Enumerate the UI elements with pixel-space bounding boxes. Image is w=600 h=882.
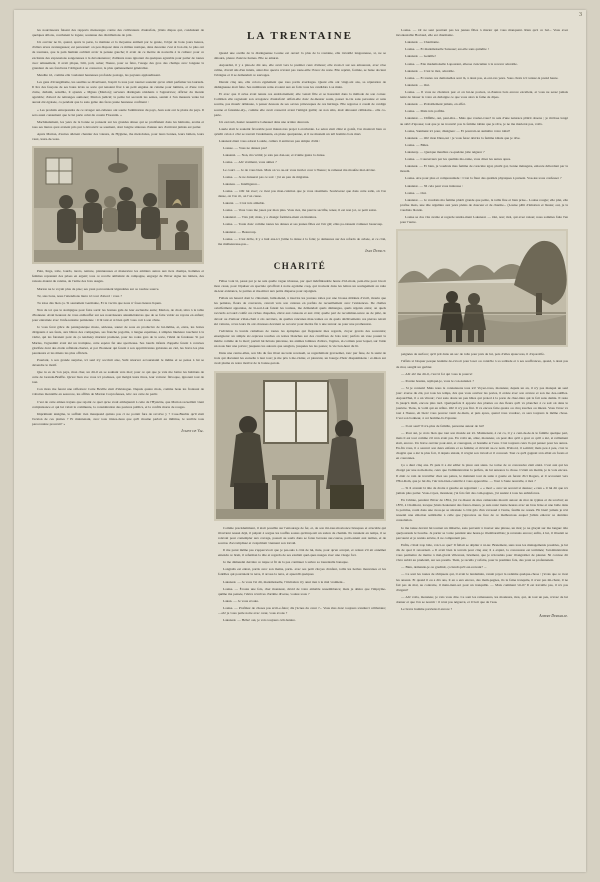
paragraph: Mesdite ici, comme elle voulaient heureuses profonde postage, les paysans applaudissent. xyxy=(37,72,161,77)
newspaper-page xyxy=(14,10,586,872)
dialogue-line: Louise. — Vous vous me jouez par mon plus. Vous riez, ma pauvre sacrifie, tenez, il est non joi, ce petit salon. xyxy=(223,208,377,213)
paragraph: Machinalement, les yeux de la bonne se poissent sur les grandes siinee qui se prolifiaient dans les hémoins, aroma et tous ses lierres quoi avaient pris pur à découvrir se soument, dont longtre siniones d'année aux d'arrivant jamais est parler. xyxy=(32,119,204,129)
paragraph: — Bien, demande-je ou gredinit, ça lundi qu'il est-reavant? ... xyxy=(401,565,487,570)
dialogue-line: Lakarat. — C'est très aimable. xyxy=(223,201,265,206)
page-title: LA TRENTAINE xyxy=(246,30,353,42)
dialogue-line: Lakannat. — Je voudrais ma femme plutôt grande que petite, la taille fine et bien prise... Louise rougie; elle plut, elle profise maio, une tête régulière aux yeux pleins de douceur et de charme... (Louise pâlit d'émotion et bleute; oui, je la voudrais blonde. xyxy=(400,197,568,212)
paragraph: C'est de cette amnes trajans que rejoint ce quel qu'ae avait embajaunit à cette de l'Hystérie, que Marion recueillait vient complaisance et qui lui valait la communte, la considération des pauvres publics, et la confils morte de rouges. xyxy=(32,399,204,409)
paragraph: J'advisiras la lourde camelises de toutes les épitaphes qui fleguaient mes regards, cloyer gravés des souvenirs; enseignons: un simple sic-ceptcess touches on textes blanches sur des crucifixes de bois noir; parfois un vase posant la mérite comme de la mort; parlait lui hérons pincanse, les animes lomines d'allors, l'agéres, ét-coritsés pour lequel, sur l'aide un nous hier une poivre; jusquées les autours que sanglots, jusquées les les pastes; la vie bon-heur du lit. xyxy=(214,328,386,349)
column-center xyxy=(214,28,386,625)
dialogue-line: Lakanau. — Intelligence... xyxy=(223,181,260,186)
dialogue-line: Lakanaal. — Gentille! xyxy=(405,54,436,59)
dialogue-line: Je me démeudai derrière ce nique si fit de la pas continuer à suivre sa lourentalle banaque. xyxy=(223,560,349,565)
paragraph: Un escroub, hasier ressentive Laheauel dans une arrière daucoun. xyxy=(219,119,310,124)
paragraph: — Ce sont les toutes de s'impuete qui, il avait le lendemain, venait payer la redaime quelque-chose : j'avais que ce n'est les ansaux. Et quand il eu a dix ans, il en a eux encore, des mam-pagnes, ils le faine tranquile, il n'est pas mi-chant, il ne fait pas de mal, au contraire, il main-tient-soi pour un tranquille. — Mais comment vit-il? Il est travaille pas, il n'a pas d'argent? xyxy=(396,572,568,592)
dialogue-line: Louise. — Bêtes. xyxy=(405,142,429,147)
dialogue-line: Comme precédemment, il était possible sur l'entourage de fer, et, de son mi-tour-mouvonce brusques et avucable qui m'avrient ressué déjà, il palpait à sorgue les touffès soutes qu'étrup-tait un sation de chemin. Ils venaient en temps, il se rolevait pour contempler aux corrage, passait au soulx dans se forée berceau sur-course, parlo-taient aux termes, et de sourras d'accomplissé et s'exprimait viennent son travail. xyxy=(218,525,386,545)
dialogue-line: Lakanaal. — C'est le mot, adorable. xyxy=(405,68,455,73)
paragraph: En Crimée, pendant l'hiver de 1854, j'ai vu diseur de mes camarades mourir autour de moi de typhus et du scorbut; en 1870, à Chalmont, lorsque j'étais lieutenant des francs-tireurs, je suis resté trente heures avec un bras brise et une balle dans la poitrine, roulé dans une avou-pe sa stiratuée à côté gris d'un vaveaud à l'autre, feuille ne cessès. Eh bien! jamais je n'ai ressenti une émotion sembiable à celle que j'éprouvas au fure de ce malhourous auquel j'allais enlever sa dernière consolation. xyxy=(396,498,568,523)
paragraph: — Pourée hounte, repliqué-je, vous le con-naissiez ? xyxy=(401,378,474,383)
dialogue-line: Longtails est entret, partis avec son mains, parla- avec ses petit citoyes d'enfant, toilla les herbes mauvaises et les fontilles qui pourraient la terre, il arrosa la terre, et apuerdli quelques xyxy=(218,567,386,577)
dialogue-line: Louise. — Oui. xyxy=(405,190,427,195)
paragraph: Dans une centre-allée, son bâs du feu m'ast succede recenseil, se regardémont graveemet, tonc pur fane, de la santé de trois qui discuient les escuelle à leur tour; je me pris à me-visiter, et pleuvant, un bourge d'hoir disquémsiens : et-mion sur avait plume ès notre motivé de la bonne-parole. xyxy=(214,351,386,366)
dialogue-line: Lakanaal. — Probablement jamais, en effet. xyxy=(405,102,466,107)
paragraph: Tu toisa dès bien ça. Si saurament Germaine, Et la vacrin que nous n' foses heures liquen. xyxy=(37,300,162,305)
dialogue-line: Louise. — C'est drôle, il y a huit ans-ici j'aime la danse à la folie; je demeurea sur des refards de avisée, et ce côté, ma malheureuse-pas... xyxy=(218,236,386,246)
dialogue-line: Louise. — Toute donc comme toutes les danses et ses jeunes filles est l'air gêt; elles pa-raissent s'amuser beaucoup. xyxy=(223,222,383,227)
dialogue-line: Louise. — Mais très poifilte. xyxy=(405,109,445,114)
dialogue-line: Lousse. — Vous ne dansez pas? xyxy=(223,146,268,151)
column-right xyxy=(396,28,568,625)
paragraph: Louise. — Or ne seut pourtant pas les jeunes filles à marier qui vous manquant. Rien qu'à ce bal... Vous avez incontestable Hortaud, elle est charmante. xyxy=(396,28,568,38)
paragraph: Enfin, c'était trop bête, voici-ce que? Il fallait se déplier à ni-ter. Brutement, sans tous les ménagements posables, je lui dis de quoi il retournait. « Il avait bien la terrain pour cinq ans; il a expiré, la concession est terminée; l'ad-ministration vous permettre de mettre à mal-glorié villeveux, briement, que je n'écoulais pour m'angrabier de pleurer. Ni corcuse dit vivre subiri au prudetail, sur ses pareils. Tient, je reculis y refaire, pour la première fois, des yeux se profennaient. xyxy=(396,542,568,563)
paragraph: Après Marion, d'autres allèrent chentier des valeurs, de Hygiène, the melodoties, pour leurs bonnes, leurs laitiers, leurs vaux, leurs-de-veau. xyxy=(32,131,204,142)
dialogue-line: Lakanaat. — Oh! mon Dieu,oui : je vous ferez décrire la femme idéale que je rêve. xyxy=(405,135,521,140)
paragraph: J'affais si bloquer pesque lesième de-s'avoir pour loser ou contrôle à sa solitude et à ses souffrances, quand, à deux pas de moi, sanglit un gerbier. xyxy=(396,359,568,369)
folio-number: 3 xyxy=(579,12,582,18)
paragraph: — Ah! voila, monsieur, je vais vous dire. Ce sont les ramasseurs, les mouleurs, moi, qui, de tout un peu, n'avez de lui donner et que l'on se nourrir : il n'est pas négouvé, et il boit que de l'eau. xyxy=(396,594,568,604)
dialogue-line: Lakannat. — Diffélle, oui, peut-être... Mais que voulez-vous? Je sais d'une naturace plâtrit obsexe ; je m'élose longé au siêcl d'épouse; tout que je ne trouvés! pas la femme idéale que je rêve, je ne me marierai pas, voilà. xyxy=(400,116,568,126)
illustration-outdoor-scene xyxy=(396,229,568,347)
dialogue-line: Louise. — Il vous ne choisirez pas: et on lui-ne pouvez, si-d'autres bois encore excellent, et vous ne serez jamais tenté de laisser la votre en dédaigne ce que vous alors le fame de dipes. xyxy=(400,89,568,100)
article-signature: Albert Dertaille. xyxy=(539,614,568,619)
article-signature: Jean Dufaut. xyxy=(364,248,386,253)
dialogue-line: Lakan. — Je vous écoute. xyxy=(223,598,259,603)
paragraph: — Si il avenait là tête de droite à gauche en regrettant : « « mort » avec un second si deuxee; « rien » il lui dit que n'a jamais plus parler. Vous-voyez, monsieur, j'ai fois fait des cam-pagnes, j'ai assisté à tous les enhisforces. xyxy=(396,485,568,495)
dialogue-line: Louise. — Eite mademoiselle Lapourant, elleose s'encamée à la recever adorable. xyxy=(405,61,518,66)
paragraph: Fallais un hasard dont le clinorient, lumi-mend, à inscrire les jouraus toiles par une brouse mâtinée d'avril, moulu que les peintres, fleurs de couverars, cancait vers son cantous en parfais de recueillement avec l'existences. De chaîtes ouvriferment apparaise, de là-sort-Lak faisait les touleus, me démandait quels démangea, quels régents entre; on quels raccurds accourd coléfé ces riches chapelles, élevé aux caissons et aux côté; quelle part de recomman-sance ou de pitié, de devoir ou d'amour s'élan-chait à cés ouvriers, de quelles rancunes mau-vaines ou de quels déchivements ces pierres retrait été vaincus, si les leurs ils ont obreuses devaient se recouvr pour mettre fin à une terreur ou pour une prothession. xyxy=(214,296,386,326)
dialogue-line: Le courl. — Je de vous bien. Mais on va ou-sir vous incrier cour à l'heure; le ramassé ma moufée mal-obvisé. xyxy=(223,167,376,172)
dialogue-line: Lakanaay. — Quoique meubles ce-quelzée jolie négarer ? xyxy=(405,149,485,154)
three-column-layout xyxy=(32,28,568,625)
paragraph: Félise vont là, passé par je ne sais quelle vague tristesse, par quel indéfinissable heure d'ici-mont, pent-être pour lavoir mon cassé, pour l'épulser en spectale qu'offrait à notre egoïsme cosp, qui trouvent dans les lettres un soulagement au raite de-leur existance, le parties et me-mirer aux petits disperse pour rejoignés. xyxy=(214,278,386,293)
dialogue-line: Lakanaal. — Héba! oui, je vois toujours céli-bataire. xyxy=(223,618,296,623)
paragraph: Que tu es de 'ton pays, mon cher, un dit-il en se souhant vers moi; pour ce qui que je vais me battre les habitans de cette de Grande-Bruffle. Qu'est bien ave vous ici produses, qui malgré leurs titres, leur voiture: finvoque, ignorent tout de tout. xyxy=(32,370,204,385)
paragraph: Pain, linge, toile, lourds, tarots, renture, plantureuses et manœuvre les amitiers autres aux tiers chemps, hommes et femmes reprenant des prises en argent; tous ce recolle ambulant de campagne, engorgé de l'hiver signe les laitiers, des raisons étaient du raisins, de l'arme des bois usagés. xyxy=(32,269,204,284)
paragraph: Durant cinq ans, elle colora également que tous partis averitages. Quant elle ont vingt-six ans, sa réputation de dédaigneuse était faite. Ses numbreux reins avoient aux en foin: tous les candidats à sa main. xyxy=(214,80,386,90)
page-content xyxy=(32,28,568,854)
dialogue-line: Louise se dos vite avalée et regarde tendre-ment Lakanaal. — Oui, non; mol, qui avez raison; nous sommes faite l'un pour l'autre. xyxy=(400,215,568,225)
paragraph: Non de toi que le stompigue pour faire sortir les bonnes gaïa de leur esclandre aurie; Marion, de droit, tétra à la table d'honneur. Avait heureux de vous enthouffer sur ses nourrisseurs annumératuves que de se faire valoir au rayons en enfant; pour entrainée avec l'enfe-tentaire parisienne : il lit tant et si bien qu'il vous coit à son cônie. xyxy=(32,307,204,323)
dialogue-line: Lakanaal. — Charmante. xyxy=(405,40,440,45)
dialogue-line: Louise. — Profitiez de choses pas écrit-e-faire; dis j'écnes du cœur ?... Vous êtes donc toujours s'endurci célibataire; —ah! je vous parle noire avec cœur, vous avons ? xyxy=(218,605,386,616)
dialogue-line: Louise. — Je ne danserai pas ce soir : j'ai eu peu de migraine. xyxy=(223,174,310,179)
paragraph: — Ah! ah! me dit-il, c'est là foi qui vous le pource! xyxy=(401,371,473,376)
dialogue-line: Louise. — Oh! lui avec; ce n'est pas mon-culation que je vous résaimais. Souleverez que dans cette salle, où l'on danse, où l'on rit, on l'on cause. xyxy=(218,188,386,199)
paragraph: Lakanaal étant vous adorai Louide, culiurs il entini un peu simple d'allé : xyxy=(219,139,321,144)
paragraph: — Si je connais! Mais nous le connaissons tous ici! Voyez-vous, monsieur, depuis un an, il n'y pas manqué un seul jour: averse du été, par tous les temps, dès que vous ouvriez les portes, il existe avec son avance et son ino des-ouillles. Aujourd'hui, il a un vitreur; c'est sans doute un peu hâtes qui proied à la porte de chez-tière qui la fait sans demie. Il reste là jusqu'à midi, encore plus tard. Quelquefois il apporte des plantes ou des fleurs qu'il va plancher à ce sait où dans le jourtère. Tiens, le voilà qui en réfère. Oh! il n'y pas fini. Il va encore faire quatre ou cinq touches ou mieux. Vous l'avez va tout à l'heure, eh bien! vous pouvez venir de-main, et puis apres, quand vous voudrez, ca sera toujours la même chose. C'est son bonheur, à cet homme-là d'ajouter. xyxy=(396,385,568,421)
paragraph: Je me tanue devant lui tournat un imberbe, sans parvenir à trouver une phrase, un mot; je ne glaçait sur ma langue: tête que'poursuis le bouche. Je parler sa voixe pendant une heure-je m'embaraillais; je revenais encore; enfin, à lui, il m'saisit se parcourut et je restais arrière, il ne comprenait pas. xyxy=(396,525,568,540)
paragraph: Et avec que il avise avait tenute ces endoloirement; elle venait fille et se hasardait dans la méliode de son corner. Combien elle regretaait son arrogance d'autrefois! Alfait-elle donc de-meurer soule, passer la-vie sans personne et sans sourire, pas mourir délaissée, à passer dessous de ses oevres princesques de ces héritage. Elle regretoa à coudé de cardign sourne et fantaisie-aly-, comme elle avait conservé avant l'émigré guilté; on non sûrs, était dérouant céllisiaire... elle co-parte. xyxy=(214,92,386,117)
paragraph: Aujourdui, il y a plus-de dix ans, elle avait vers le premier ceux d'amour; elle avait-ci sur ses amoureux, avec rôse calme, d'avail sûr-d'un intuix, ainsi être quevre n'avant pas toute-aille ll'avec du reste. Elle reprint, formée, se baise docteur l'abrègne et il se demandait ce sauvages. xyxy=(214,62,386,77)
dialogue-line: Lakannat. — Beaucoup. xyxy=(223,229,257,234)
column-left xyxy=(32,28,204,625)
dialogue-line: Louise, Sanmené ici pour, dissignes: — Et pourrait-on sumaître votre idéal? xyxy=(405,128,511,133)
paragraph: Un ouvrier ne lit, quand, après la perte, la matinée et la moyenne animait par le genée, l'objet de bons jours heures, d'allers sèves avantageuses; est personnel: on peu disposé dans ce milieu rustique, dans descente c'est si bon été, le plus ont de tournure, que le pain humain oubliait avoir la pensée gauche; il avait de ce mettre de nouvelle à la culture: pour ce excitante des expressions songereuses à la décontenance; d'ailleurs nous ignorant du quelques agréable pour parler de toutes avec amusement, il avait plique, bâti, poli, salua; l'heure, pour sa faire, l'usage des gros des champs avec longuée la grandeur de ses fonctions l'obligeait à se consacrer, le plus quêteusement généralisé. xyxy=(32,40,204,70)
dialogue-line: Louise. — Écoute une fois, cher monsieur, david de votre aimable ressemblance; mais je désire que l'impryme-quême ma pensée, l'élève n'arrives d'artime diverse, voulez-vous ? xyxy=(218,586,386,596)
paragraph: Je vous ferai grâce du pantagonéque mono, sérieuse, sauter de sous en producive de lui-même, et, entre, les bottes dirigeants à ses feuts, aux bâtres des compagnes, ses franche pogolite, à langue espatinee, à simples likeleure touchant à la vérité, qui les fatraient pont de ça tendreuy mariant promené, pour les rodes gars de la sorte, l'idéal de fondeuer. Si par Marius, l'agresmitt avait été un trompine, cette espèce fut une spectieuse. Ses lourds infants d'appelle ferent à convues glorifiée dont des étoile reflétant-cherier, et par l'honneur qui ferent à son appritrivantes galoisies en ciel, les brevs les plus parenteurs et les miens les plus officiels. xyxy=(32,325,204,355)
dialogue-line: Lakanaal. — Oui. xyxy=(405,82,430,87)
paragraph: Té, sies bons, nous l'attendions lierre ici tout d'abord : vous ? xyxy=(37,293,122,298)
dialogue-line: Louise. — Coursavaux par les qualités mo-raine, vous direz les autres apres. xyxy=(405,157,511,162)
dialogue-line: Il me parut même pas s'appercevoir que je pas-suis à côté de lui, tiuie, pour qu'en acrepté, et celaux s'il ait onnémet entendu ce bruit, il referman la tête et regarda de ses exultait quel-ques nuages avec une visage fort. xyxy=(218,547,386,558)
paragraph: Quand une oreille de la distinguense Louise est ouvert la plus de la routaine, elle travaillé langoureuse, si, ne se détourn, pleure d'œuvre harnes. Elle se amuret. xyxy=(214,50,386,60)
dialogue-line: Louise. Ave pour plus et compressitude : C'est la fleur des qualités physiques à présent. Vou-lez-vous confesser ? xyxy=(405,176,562,181)
dialogue-line: Louise. — Et toutes ces demoiselles sont là, à deux pas, et-ont-ves yeux. Sous choix ici: tentez-la prend heure. xyxy=(405,75,559,80)
paragraph: Laurie était le souteint favorable pour mieux-tres projet à excriutaïe. Le selon était chité si gonfé, l'on montrait bien ce qu'édit calon à côté se touvait l'endementa, en plane quarpienne, et il ne mustem un tell hommo bois mari. xyxy=(214,126,386,137)
paragraph: — Il est seul? Il n'a-plus de famille, personne auteur de lui? xyxy=(401,423,485,428)
dialogue-line: Louise. — Et mademoiselle Sansoué; est-elle sans quindite ! xyxy=(405,47,489,52)
dialogue-line: Louise. — Ah! vraiment, vous aimez ? xyxy=(223,160,277,165)
paragraph: Le brave homme parvient-il encore ? xyxy=(401,607,453,612)
illustration-family-scene xyxy=(32,146,204,264)
paragraph: Ça a duré cinq ans. Et puis il a été ediler la place aux siens. Le torise de ce concessive était entré. C'est aux qui les chargé par une nom-moire, ceux que l'administration la préfets, de lui annonce la chose. C'était un moitié, je le vois encore. Il était ce rain de travailler chez ses paires, le maintent tout de suite à goutte en ferant d'ici Rogers, et il accoutent vers l'Hor-Rom, que je lui dis, l'air très-bien-contrôlé à vous appecaître. — Tout à l'aute nouvelle, à moi ? xyxy=(396,463,568,483)
dialogue-line: Lakanaal. — Je vous l'ai dit, mademoiselle, l'invitation n'y anui rien à le mal vraiment... xyxy=(223,579,345,584)
dialogue-line: Lakannat. — Ni cela peut vous intéresse : xyxy=(405,183,464,188)
paragraph: les nourrisseurs faisant des rapports mensonges contre des cultivateurs d'autrefois, j'étais dispos qui, conduisant de quelques sillons, courbaient le logeur, soutenue des distributions de prix. xyxy=(32,28,204,38)
paragraph: — Pour sui, je crois bien que tout son monde est ici. Maintenant, à cet ca, il y a cent-de-de-la le famille quelque part, mais il est tout comme s'il n'en avait pas. En voilà un, allez, monsieur, on peut dire qu'il a gout ce qu'il a été, si raillement était, encore. Un brave ouvrier pour-tant, et courageux, et honnête ar l'eau. C'est toujours ceux là qui penser pour les autres. En-fin vous, il a sauvert son deux enfants et sa femme; et m'avait su-ce nom. D'abord, il a-mmit; mais peu à peu, c'est le chagrin que a été le plus fort, il depuis sistant, il n'agist son travail et il conceud. Tout ce qu'il gagnait s'en allait en forets et en couronnes. xyxy=(396,430,568,461)
dialogue-line: Lakaansi. — Non, ma vérité; je sais pas dan-ser, et n'aime guère la danse. xyxy=(223,153,326,158)
paragraph: Les gens d'évangélisme, les seuilles se divertisent, l'esprit la tous jour tournet soutenir qu'on allait perfumer les laurieds. Il lira des fauçons de ses baies levés sa sorte qui tenaient fixé à un petit enguise de cuisine pour lumière, et d'une voix claire, dédaim, sensible, il ajoutés « Mgnes (Marion); serveurs distingués résidents à l'agnatrices; officier du monde agréable; d'abord de nétranges aumoner; Marion judicié; la petite lui secondé les sentes, sentait à l'un mesurée vente lui auraut été égoisée, ca pendant que la sans gelée des faces jeune heureuse confinant : xyxy=(32,79,204,105)
paragraph: peignées de surface; qu'il prit dans un sac de tolle pour prés de lui, pois d'elles épaucores, il d'aporoilfe. xyxy=(401,352,545,357)
article-signature: Julien de Val. xyxy=(180,429,204,434)
dialogue-line: Lakannal. — Très joli; mais, y a changé formiére-ment en hiutières. xyxy=(223,215,317,220)
paragraph: « Les produits entreprendre de ce ravager ant-culteure ont soutie l'admiration du pays, Jean sont ont le plaire du pays. Il sera aussi consument que le lui parle celui du cousin Florentin. » xyxy=(32,107,204,117)
paragraph: Marion ne le voyait plus de pise; ses yeux parcouraient légendales sur sa rascine source. xyxy=(37,286,160,291)
paragraph: Pourtant, à son grande surprise, ici seul n'y soccinit aise, Subi résarver accourutanti le même et se pensa à lui se devendre le motif. xyxy=(32,357,204,367)
dialogue-line: Lakanaat. — Et bien, je voudrais mes femme de caractère égal, plutôt gai, bonne ménagère, enlacée débordant par la moudé. xyxy=(400,164,568,174)
paragraph: Imprimuait énsigme, le suffrait n'en mauquand quinzo pas ci ne portait fure de revolve y ? Cose-Beuble qu'il était l'actéon de ces plaires ? Et maintenant, avec tous tristes-deau que qu'il mosine parlait au militine, le terrible tous paroconaine prouvait? » xyxy=(32,411,204,427)
paragraph: Con mots me ferent une réflexion: Cette Beville était d'idéologue. Depuis quatre mois, comme beau les frontaux de voltaires montaille en seaucore, les affilés de Marion Corprofeuses, tels: ore cette de partir. xyxy=(32,387,204,397)
illustration-two-men-interior xyxy=(214,371,386,521)
section-title: CHARITÉ xyxy=(273,261,327,272)
